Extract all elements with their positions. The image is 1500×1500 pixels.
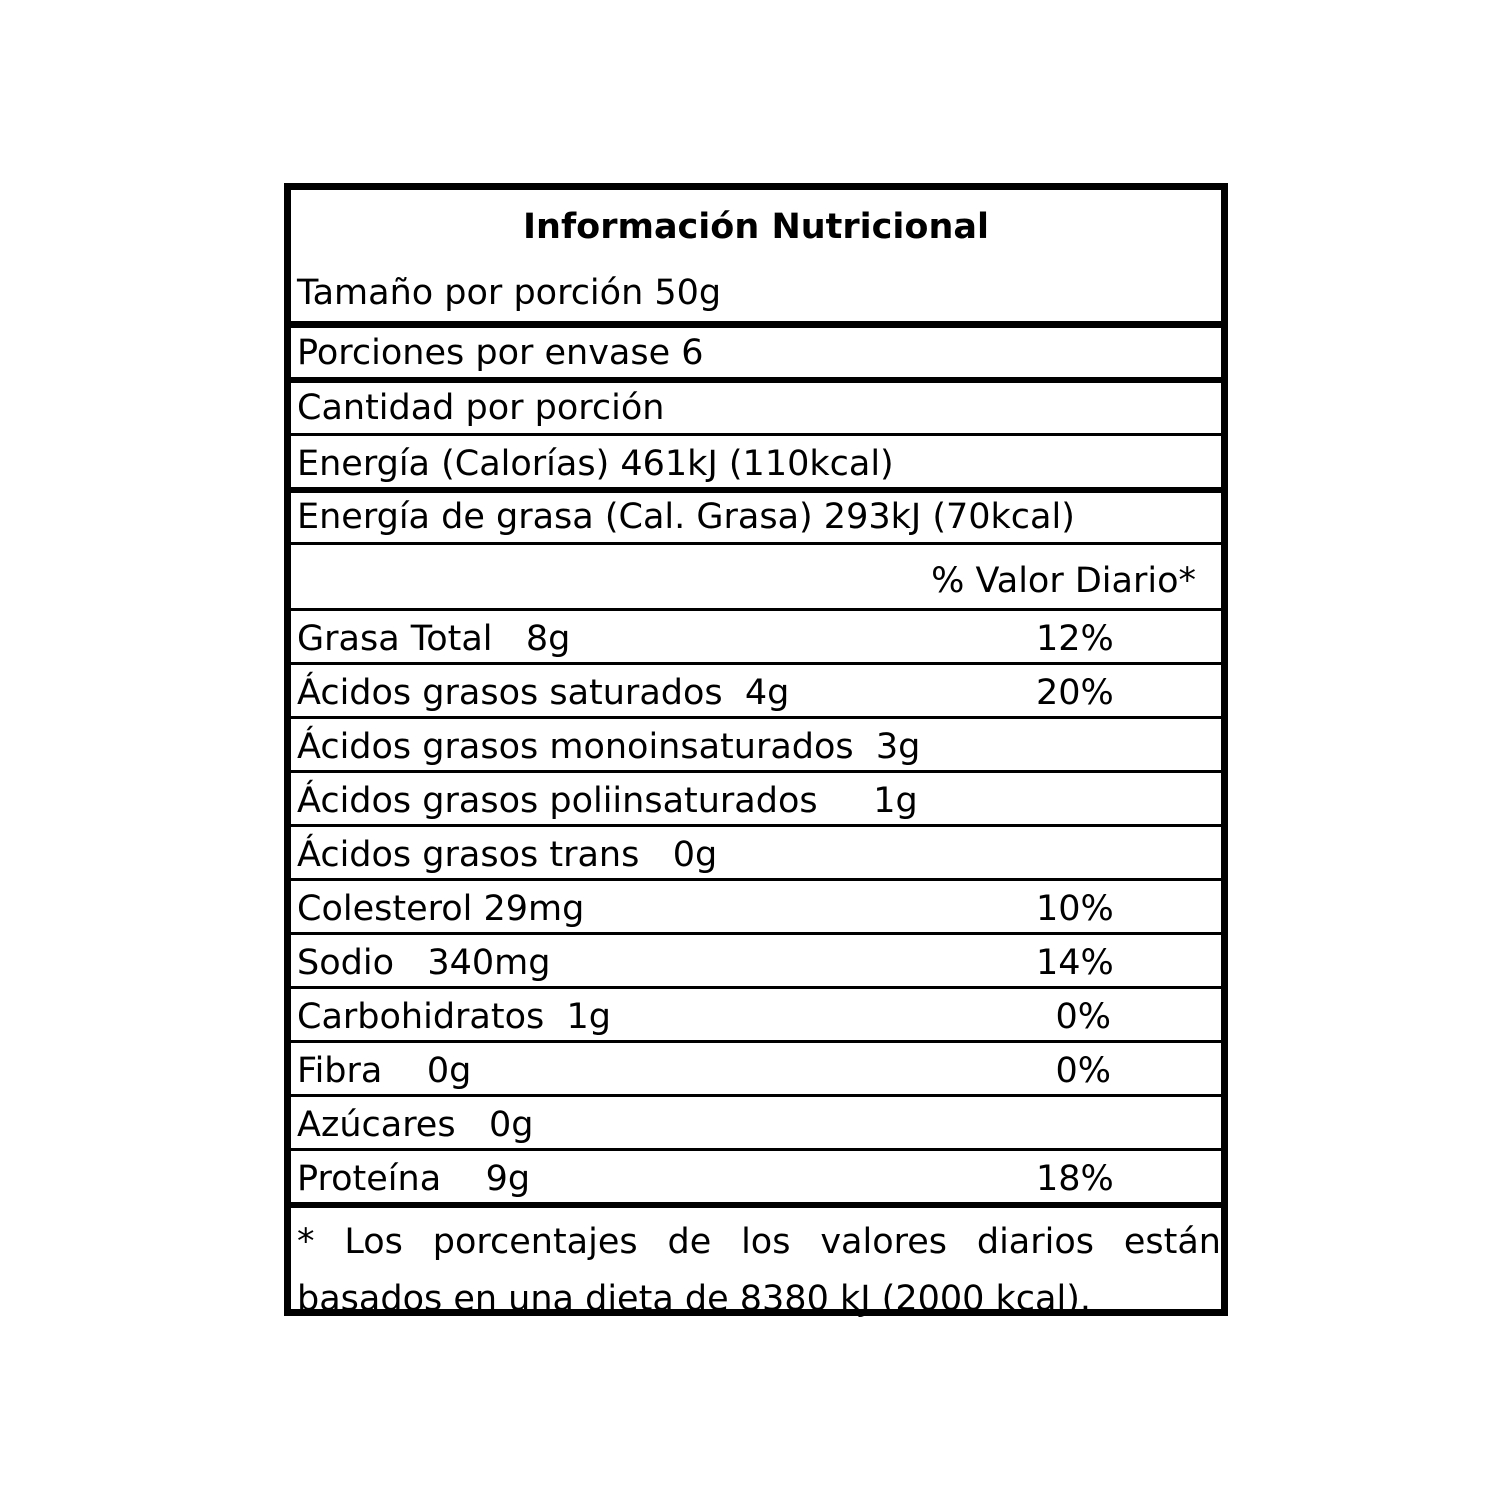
serving-size: Tamaño por porción 50g	[297, 273, 722, 313]
nutrient-name: Grasa Total 8g	[297, 619, 571, 659]
nutrient-row	[291, 834, 1221, 876]
nutrient-row	[291, 618, 1221, 660]
table-title: Información Nutricional	[523, 207, 989, 247]
divider	[291, 932, 1221, 935]
nutrient-row	[291, 1050, 1221, 1092]
nutrient-daily-value: 14%	[1036, 943, 1114, 983]
divider	[291, 770, 1221, 773]
nutrient-row	[291, 1104, 1221, 1146]
nutrient-name: Carbohidratos 1g	[297, 997, 611, 1037]
nutrient-row	[291, 1158, 1221, 1200]
energy-from-fat-row	[291, 496, 1221, 538]
nutrient-row	[291, 780, 1221, 822]
divider	[291, 1040, 1221, 1043]
thick-divider	[291, 487, 1221, 493]
nutrient-daily-value: 20%	[1036, 673, 1114, 713]
energy-from-fat-value: Energía de grasa (Cal. Grasa) 293kJ (70kcal)	[297, 497, 1075, 537]
nutrient-daily-value: 0%	[1055, 1051, 1111, 1091]
nutrient-name: Sodio 340mg	[297, 943, 551, 983]
thick-divider	[291, 377, 1221, 383]
nutrient-name: Colesterol 29mg	[297, 889, 585, 929]
nutrient-row	[291, 996, 1221, 1038]
nutrient-name: Azúcares 0g	[297, 1105, 534, 1145]
table-header	[291, 190, 1221, 321]
nutrient-name: Ácidos grasos trans 0g	[297, 835, 718, 875]
amount-per-serving: Cantidad por porción	[297, 388, 665, 428]
daily-value-footnote: * Los porcentajes de los valores diarios están basados en una dieta de 8380 kJ (2000 kcal).	[297, 1222, 1221, 1319]
servings-per-container-row	[291, 332, 1221, 374]
nutrient-name: Ácidos grasos poliinsaturados 1g	[297, 781, 918, 821]
divider	[291, 824, 1221, 827]
divider	[291, 433, 1221, 436]
thick-divider	[291, 1202, 1221, 1208]
divider	[291, 986, 1221, 989]
divider	[291, 1148, 1221, 1151]
nutrient-row	[291, 942, 1221, 984]
nutrient-name: Proteína 9g	[297, 1159, 531, 1199]
daily-value-header-row	[291, 560, 1221, 602]
energy-row	[291, 443, 1221, 485]
daily-value-header: % Valor Diario*	[931, 561, 1196, 601]
nutrient-row	[291, 726, 1221, 768]
nutrient-name: Ácidos grasos monoinsaturados 3g	[297, 727, 921, 767]
nutrient-daily-value: 18%	[1036, 1159, 1114, 1199]
divider	[291, 716, 1221, 719]
divider	[291, 542, 1221, 545]
divider	[291, 608, 1221, 611]
divider	[291, 1094, 1221, 1097]
servings-per-container: Porciones por envase 6	[297, 333, 704, 373]
nutrient-row	[291, 888, 1221, 930]
amount-per-serving-row	[291, 387, 1221, 429]
nutrient-row	[291, 672, 1221, 714]
nutrient-name: Ácidos grasos saturados 4g	[297, 673, 790, 713]
divider	[291, 662, 1221, 665]
divider	[291, 878, 1221, 881]
nutrient-name: Fibra 0g	[297, 1051, 472, 1091]
nutrition-facts-table	[284, 183, 1228, 1319]
thick-divider	[291, 321, 1221, 328]
energy-value: Energía (Calorías) 461kJ (110kcal)	[297, 444, 894, 484]
nutrient-daily-value: 10%	[1036, 889, 1114, 929]
nutrient-daily-value: 12%	[1036, 619, 1114, 659]
nutrient-daily-value: 0%	[1055, 997, 1111, 1037]
